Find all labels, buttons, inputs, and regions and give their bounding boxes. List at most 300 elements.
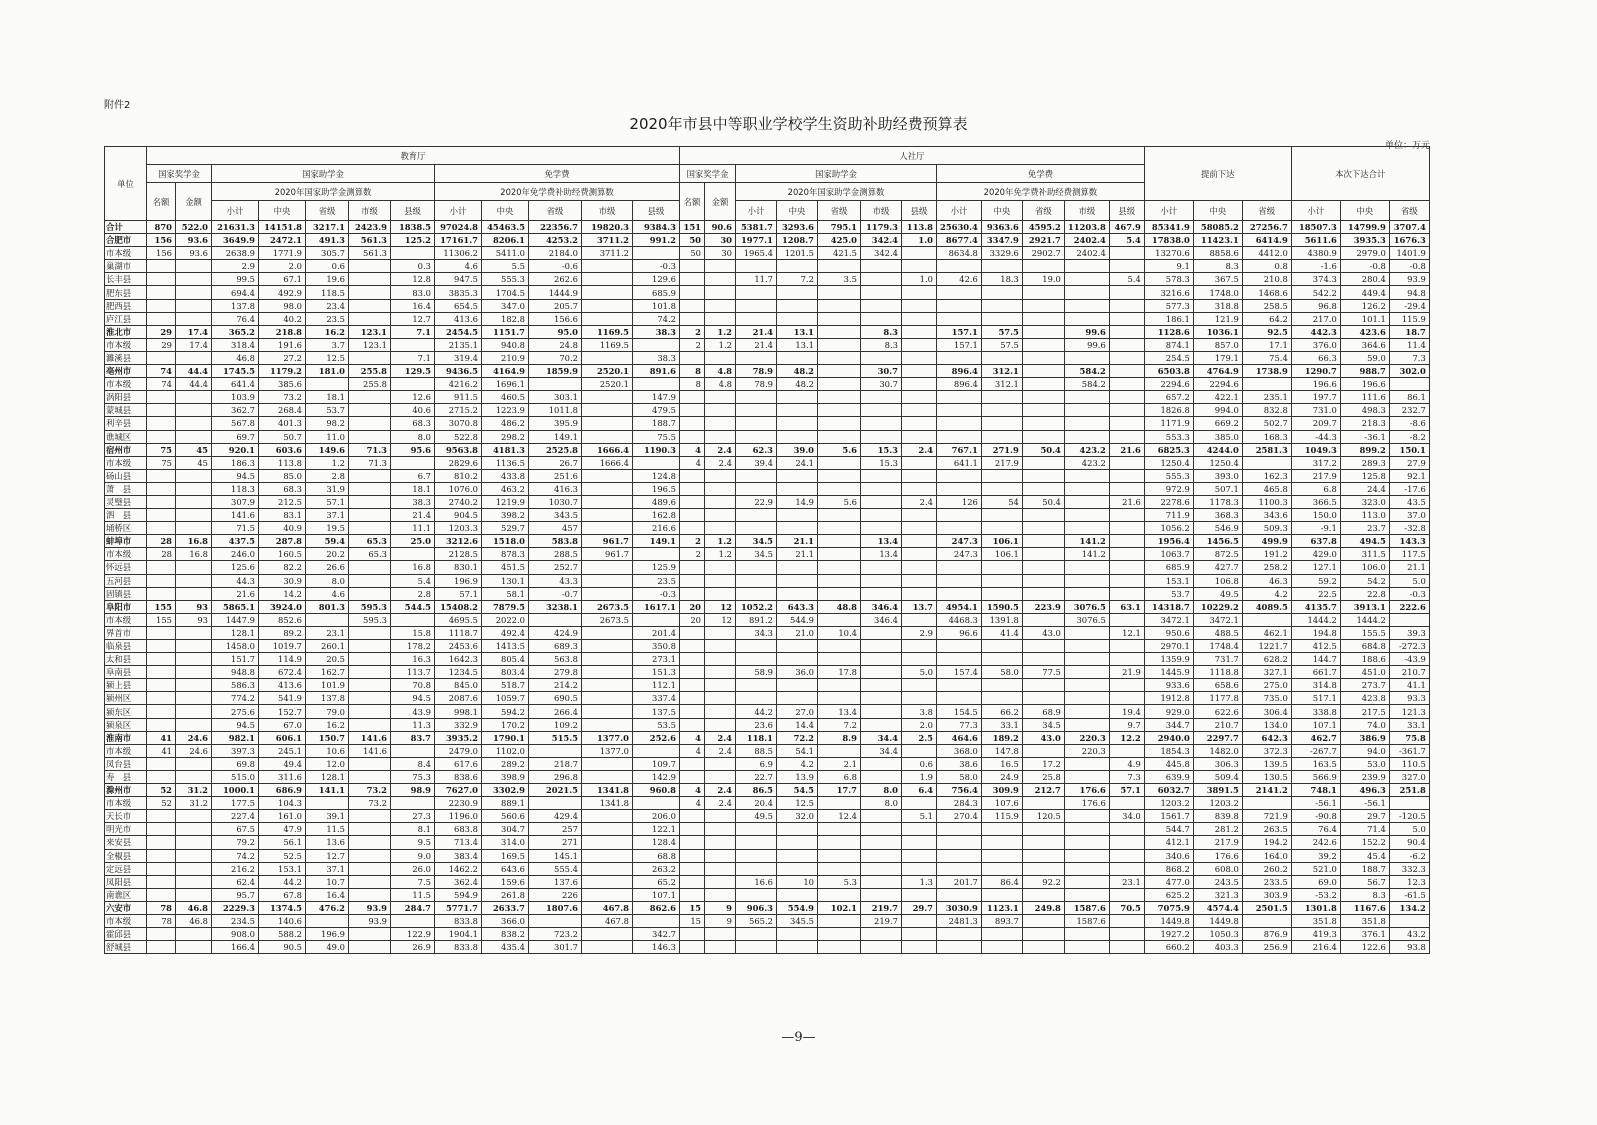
table-cell xyxy=(902,613,937,626)
table-cell: 1169.5 xyxy=(582,338,633,351)
table-cell: 364.6 xyxy=(1340,338,1389,351)
table-cell: 2021.5 xyxy=(529,784,582,797)
table-cell: 83.7 xyxy=(391,731,435,744)
table-cell: 1445.9 xyxy=(1144,666,1193,679)
table-cell: 690.5 xyxy=(529,692,582,705)
table-cell: 57.1 xyxy=(1109,784,1144,797)
table-cell xyxy=(1109,338,1144,351)
table-cell: 3076.5 xyxy=(1064,613,1109,626)
table-cell: 3711.2 xyxy=(582,234,633,247)
table-cell xyxy=(147,404,176,417)
table-cell: 201.4 xyxy=(633,626,680,639)
table-cell xyxy=(147,561,176,574)
table-cell: 21.4 xyxy=(736,325,777,338)
table-cell: 338.8 xyxy=(1291,705,1340,718)
table-cell: 26.0 xyxy=(391,862,435,875)
table-cell xyxy=(391,613,435,626)
table-cell xyxy=(981,836,1022,849)
table-cell xyxy=(1022,456,1064,469)
table-cell: 70.2 xyxy=(529,351,582,364)
table-cell: 288.5 xyxy=(529,548,582,561)
header-zhuxue: 国家助学金 xyxy=(212,165,435,183)
table-cell: 155.5 xyxy=(1340,626,1389,639)
table-cell: 642.3 xyxy=(1242,731,1291,744)
attachment-label: 附件2 xyxy=(104,100,131,111)
table-cell: 312.1 xyxy=(981,378,1022,391)
table-cell: 4 xyxy=(680,731,705,744)
table-cell xyxy=(937,679,982,692)
table-row xyxy=(105,928,1430,941)
table-cell: 296.8 xyxy=(529,770,582,783)
table-cell: 685.9 xyxy=(633,286,680,299)
table-cell xyxy=(736,299,777,312)
table-cell xyxy=(1109,836,1144,849)
table-cell: 0.8 xyxy=(1242,260,1291,273)
table-cell: 486.2 xyxy=(482,417,529,430)
table-cell xyxy=(981,692,1022,705)
table-cell: 22356.7 xyxy=(529,221,582,234)
table-cell xyxy=(818,522,861,535)
table-cell: 21631.3 xyxy=(212,221,259,234)
table-cell: 111.6 xyxy=(1340,391,1389,404)
table-cell: 304.7 xyxy=(482,823,529,836)
table-cell xyxy=(902,404,937,417)
table-cell xyxy=(1064,718,1109,731)
table-cell xyxy=(1109,535,1144,548)
table-cell: 3293.6 xyxy=(777,221,818,234)
table-cell xyxy=(582,404,633,417)
table-cell: 386.9 xyxy=(1340,731,1389,744)
table-cell: 920.1 xyxy=(212,443,259,456)
row-unit-name: 颍上县 xyxy=(105,679,147,692)
header-subtotal: 小计 xyxy=(435,201,482,221)
table-cell: 18.3 xyxy=(981,273,1022,286)
table-cell: 857.0 xyxy=(1193,338,1242,351)
row-unit-name: 市本级 xyxy=(105,378,147,391)
table-cell: 263.2 xyxy=(633,862,680,875)
table-cell: 544.7 xyxy=(1144,823,1193,836)
table-cell: 488.5 xyxy=(1193,626,1242,639)
table-cell xyxy=(777,849,818,862)
table-cell: 298.2 xyxy=(482,430,529,443)
table-row xyxy=(105,417,1430,430)
table-cell: 83.1 xyxy=(259,509,306,522)
table-cell: 66.3 xyxy=(1291,351,1340,364)
row-unit-name: 庐江县 xyxy=(105,312,147,325)
table-cell xyxy=(147,823,176,836)
table-cell: 1203.3 xyxy=(435,522,482,535)
row-unit-name: 南谯区 xyxy=(105,888,147,901)
table-cell: 24.8 xyxy=(529,338,582,351)
table-cell xyxy=(902,351,937,364)
table-cell: 8634.8 xyxy=(937,247,982,260)
table-cell xyxy=(705,299,736,312)
table-cell xyxy=(777,941,818,954)
table-cell: 5865.1 xyxy=(212,600,259,613)
table-cell: 321.3 xyxy=(1193,888,1242,901)
table-cell: 1219.9 xyxy=(482,495,529,508)
table-cell xyxy=(937,928,982,941)
table-cell xyxy=(306,914,349,927)
table-cell: 1374.5 xyxy=(259,901,306,914)
table-cell: 2 xyxy=(680,548,705,561)
header-amount-rs: 金额 xyxy=(705,183,736,221)
table-cell: 251.8 xyxy=(1389,784,1429,797)
table-cell xyxy=(582,299,633,312)
table-cell xyxy=(937,692,982,705)
table-cell: 319.4 xyxy=(435,351,482,364)
table-cell xyxy=(818,574,861,587)
table-cell: 140.6 xyxy=(259,914,306,927)
table-cell: 911.5 xyxy=(435,391,482,404)
table-cell: 449.4 xyxy=(1340,286,1389,299)
table-cell xyxy=(680,522,705,535)
table-cell: -17.6 xyxy=(1389,482,1429,495)
table-cell xyxy=(818,260,861,273)
table-cell xyxy=(582,836,633,849)
table-cell: 21.1 xyxy=(777,548,818,561)
table-cell: 563.8 xyxy=(529,653,582,666)
table-cell xyxy=(981,351,1022,364)
table-cell: 70.8 xyxy=(391,679,435,692)
table-cell: 78 xyxy=(147,914,176,927)
table-cell: 1179.2 xyxy=(259,365,306,378)
table-cell: -0.3 xyxy=(633,260,680,273)
table-cell: 73.2 xyxy=(349,784,391,797)
table-cell xyxy=(680,482,705,495)
table-cell xyxy=(391,914,435,927)
table-cell: 343.5 xyxy=(529,509,582,522)
table-cell xyxy=(680,640,705,653)
table-cell: 1301.8 xyxy=(1291,901,1340,914)
table-cell xyxy=(582,666,633,679)
table-cell xyxy=(349,260,391,273)
table-cell: 323.0 xyxy=(1340,495,1389,508)
table-cell: 219.7 xyxy=(861,901,902,914)
table-cell xyxy=(937,836,982,849)
table-cell xyxy=(902,941,937,954)
table-cell xyxy=(680,757,705,770)
table-cell xyxy=(582,679,633,692)
table-cell: 74 xyxy=(147,365,176,378)
header-mianxue: 免学费 xyxy=(435,165,680,183)
table-cell: 2.4 xyxy=(705,456,736,469)
table-cell: 398.2 xyxy=(482,509,529,522)
table-cell: 53.7 xyxy=(306,404,349,417)
table-cell xyxy=(349,718,391,731)
table-cell: 342.7 xyxy=(633,928,680,941)
table-cell: 46.8 xyxy=(176,914,212,927)
table-cell xyxy=(1109,469,1144,482)
table-cell: 4244.0 xyxy=(1193,443,1242,456)
table-cell: 179.1 xyxy=(1193,351,1242,364)
table-cell: 20.2 xyxy=(306,548,349,561)
table-cell xyxy=(1022,378,1064,391)
table-cell: 150.7 xyxy=(306,731,349,744)
table-cell xyxy=(902,260,937,273)
table-cell: 94.8 xyxy=(1389,286,1429,299)
table-cell xyxy=(902,548,937,561)
table-cell: 368.3 xyxy=(1193,509,1242,522)
table-cell: 7.3 xyxy=(1109,770,1144,783)
table-cell: 45463.5 xyxy=(482,221,529,234)
table-row xyxy=(105,600,1430,613)
table-cell: 26.7 xyxy=(529,456,582,469)
table-cell xyxy=(777,404,818,417)
table-cell xyxy=(818,378,861,391)
table-cell: 4764.9 xyxy=(1193,365,1242,378)
table-cell: 52 xyxy=(147,784,176,797)
table-row xyxy=(105,522,1430,535)
table-cell: 30 xyxy=(705,234,736,247)
table-cell: 21.4 xyxy=(736,338,777,351)
table-cell: 38.6 xyxy=(937,757,982,770)
table-cell: 637.8 xyxy=(1291,535,1340,548)
table-cell: 1341.8 xyxy=(582,797,633,810)
table-cell xyxy=(736,679,777,692)
table-cell xyxy=(705,469,736,482)
table-cell xyxy=(1022,849,1064,862)
table-cell xyxy=(582,574,633,587)
table-cell: 4.8 xyxy=(705,365,736,378)
table-cell xyxy=(349,509,391,522)
table-cell: 11.3 xyxy=(391,718,435,731)
table-cell: 5.4 xyxy=(1109,234,1144,247)
table-cell xyxy=(937,351,982,364)
table-cell: 3891.5 xyxy=(1193,784,1242,797)
table-cell: 3347.9 xyxy=(981,234,1022,247)
table-cell xyxy=(1022,391,1064,404)
row-unit-name: 蒙城县 xyxy=(105,404,147,417)
table-cell: 39.1 xyxy=(306,810,349,823)
table-cell: 2.0 xyxy=(259,260,306,273)
table-cell: 218.3 xyxy=(1340,417,1389,430)
table-cell: 2638.9 xyxy=(212,247,259,260)
table-cell: 6.8 xyxy=(818,770,861,783)
table-cell: 337.4 xyxy=(633,692,680,705)
table-cell xyxy=(981,862,1022,875)
table-cell: 2.4 xyxy=(705,443,736,456)
table-row xyxy=(105,875,1430,888)
table-cell xyxy=(902,299,937,312)
table-cell: 205.7 xyxy=(529,299,582,312)
table-cell xyxy=(902,797,937,810)
table-cell xyxy=(147,770,176,783)
table-row xyxy=(105,653,1430,666)
table-cell: 8206.1 xyxy=(482,234,529,247)
table-cell xyxy=(176,705,212,718)
table-cell xyxy=(736,260,777,273)
table-cell xyxy=(705,495,736,508)
table-cell xyxy=(680,404,705,417)
table-cell: 13.9 xyxy=(777,770,818,783)
table-cell: 1449.8 xyxy=(1144,914,1193,927)
table-cell xyxy=(1109,744,1144,757)
table-cell xyxy=(147,666,176,679)
header-county: 县级 xyxy=(1109,201,1144,221)
table-cell: 451.0 xyxy=(1340,666,1389,679)
table-cell: 10.4 xyxy=(818,626,861,639)
table-cell xyxy=(736,430,777,443)
table-cell: 7.5 xyxy=(391,875,435,888)
table-cell: 5611.6 xyxy=(1291,234,1340,247)
table-cell xyxy=(1064,666,1109,679)
table-cell xyxy=(1242,378,1291,391)
table-cell: 242.6 xyxy=(1291,836,1340,849)
table-cell: 731.7 xyxy=(1193,653,1242,666)
table-cell xyxy=(937,482,982,495)
table-cell: 28 xyxy=(147,548,176,561)
table-cell: 713.4 xyxy=(435,836,482,849)
table-cell: 4089.5 xyxy=(1242,600,1291,613)
table-cell: -6.2 xyxy=(1389,849,1429,862)
table-cell: 6.7 xyxy=(391,469,435,482)
table-cell: 149.1 xyxy=(633,535,680,548)
table-cell: 982.1 xyxy=(212,731,259,744)
table-cell xyxy=(861,574,902,587)
table-cell: 50.4 xyxy=(1022,443,1064,456)
table-cell: 107.6 xyxy=(981,797,1022,810)
table-cell: 1745.5 xyxy=(212,365,259,378)
table-cell xyxy=(582,522,633,535)
table-cell: 67.5 xyxy=(212,823,259,836)
header-jiangxue: 国家奖学金 xyxy=(147,165,212,183)
table-cell xyxy=(861,299,902,312)
table-cell xyxy=(176,469,212,482)
table-cell: 41 xyxy=(147,744,176,757)
table-cell: 22.5 xyxy=(1291,587,1340,600)
table-cell xyxy=(1109,613,1144,626)
table-cell xyxy=(176,509,212,522)
row-unit-name: 涡阳县 xyxy=(105,391,147,404)
table-cell xyxy=(1064,653,1109,666)
table-cell: 74.2 xyxy=(212,849,259,862)
table-cell xyxy=(736,509,777,522)
table-cell xyxy=(176,757,212,770)
table-cell xyxy=(176,286,212,299)
table-cell: 7.1 xyxy=(391,325,435,338)
table-cell: 69.0 xyxy=(1291,875,1340,888)
table-cell: 10229.2 xyxy=(1193,600,1242,613)
table-cell: 870 xyxy=(147,221,176,234)
table-cell: 52.5 xyxy=(259,849,306,862)
header-province: 省级 xyxy=(818,201,861,221)
table-cell xyxy=(582,260,633,273)
header-count: 名额 xyxy=(147,183,176,221)
table-cell: 8.0 xyxy=(861,784,902,797)
table-cell xyxy=(861,509,902,522)
table-cell: 284.3 xyxy=(937,797,982,810)
table-cell: 994.0 xyxy=(1193,404,1242,417)
table-cell: 1.0 xyxy=(902,273,937,286)
table-cell: 196.5 xyxy=(633,482,680,495)
table-cell: 38.3 xyxy=(391,495,435,508)
row-unit-name: 灵璧县 xyxy=(105,495,147,508)
table-cell: 88.5 xyxy=(736,744,777,757)
table-cell xyxy=(147,587,176,600)
table-cell xyxy=(147,705,176,718)
table-cell: 393.0 xyxy=(1193,469,1242,482)
table-cell xyxy=(1064,391,1109,404)
table-cell xyxy=(349,587,391,600)
table-cell: 803.4 xyxy=(482,666,529,679)
table-cell xyxy=(1022,797,1064,810)
table-cell: 412.5 xyxy=(1291,640,1340,653)
table-cell: 74.0 xyxy=(1340,718,1389,731)
table-cell: 216.4 xyxy=(1291,941,1340,954)
table-cell: 13.4 xyxy=(861,548,902,561)
table-cell xyxy=(1022,522,1064,535)
table-cell: 2.4 xyxy=(705,797,736,810)
table-cell: 209.7 xyxy=(1291,417,1340,430)
table-cell: 41.1 xyxy=(1389,679,1429,692)
table-cell: 194.8 xyxy=(1291,626,1340,639)
table-cell: 38.3 xyxy=(633,351,680,364)
table-cell: 577.3 xyxy=(1144,299,1193,312)
table-cell: 71.3 xyxy=(349,456,391,469)
table-cell xyxy=(680,849,705,862)
table-cell: 70.5 xyxy=(1109,901,1144,914)
table-cell: 33.1 xyxy=(1389,718,1429,731)
table-cell: 75.4 xyxy=(1242,351,1291,364)
table-cell: 90.4 xyxy=(1389,836,1429,849)
table-cell: 19.0 xyxy=(1022,273,1064,286)
table-row xyxy=(105,561,1430,574)
table-cell xyxy=(582,692,633,705)
table-cell: 134.2 xyxy=(1389,901,1429,914)
table-cell xyxy=(937,404,982,417)
table-cell xyxy=(937,587,982,600)
table-cell: 899.2 xyxy=(1340,443,1389,456)
table-cell: 255.8 xyxy=(349,378,391,391)
table-cell: 398.9 xyxy=(482,770,529,783)
table-cell xyxy=(176,482,212,495)
table-cell: 374.3 xyxy=(1291,273,1340,286)
table-cell: 137.8 xyxy=(306,692,349,705)
table-cell: 23.7 xyxy=(1340,522,1389,535)
table-cell xyxy=(902,744,937,757)
table-cell xyxy=(633,744,680,757)
table-cell: 522.8 xyxy=(435,430,482,443)
table-cell xyxy=(147,351,176,364)
table-cell xyxy=(736,692,777,705)
table-cell: 1561.7 xyxy=(1144,810,1193,823)
table-cell: 1449.8 xyxy=(1193,914,1242,927)
table-cell: 271 xyxy=(529,836,582,849)
table-cell: 43.0 xyxy=(1022,731,1064,744)
table-cell: 594.2 xyxy=(482,705,529,718)
table-cell xyxy=(736,862,777,875)
table-cell xyxy=(981,640,1022,653)
table-cell: 23.1 xyxy=(306,626,349,639)
table-cell: 226 xyxy=(529,888,582,901)
table-cell xyxy=(1109,404,1144,417)
table-cell: 86.1 xyxy=(1389,391,1429,404)
table-cell xyxy=(1022,430,1064,443)
table-cell xyxy=(349,469,391,482)
table-cell xyxy=(176,718,212,731)
table-cell: 445.8 xyxy=(1144,757,1193,770)
table-cell: 584.2 xyxy=(1064,365,1109,378)
table-cell xyxy=(861,941,902,954)
table-cell xyxy=(147,286,176,299)
table-cell: 98.0 xyxy=(259,299,306,312)
table-cell xyxy=(981,574,1022,587)
table-cell xyxy=(1064,823,1109,836)
table-cell xyxy=(176,666,212,679)
table-cell: 153.1 xyxy=(1144,574,1193,587)
table-cell: 101.9 xyxy=(306,679,349,692)
